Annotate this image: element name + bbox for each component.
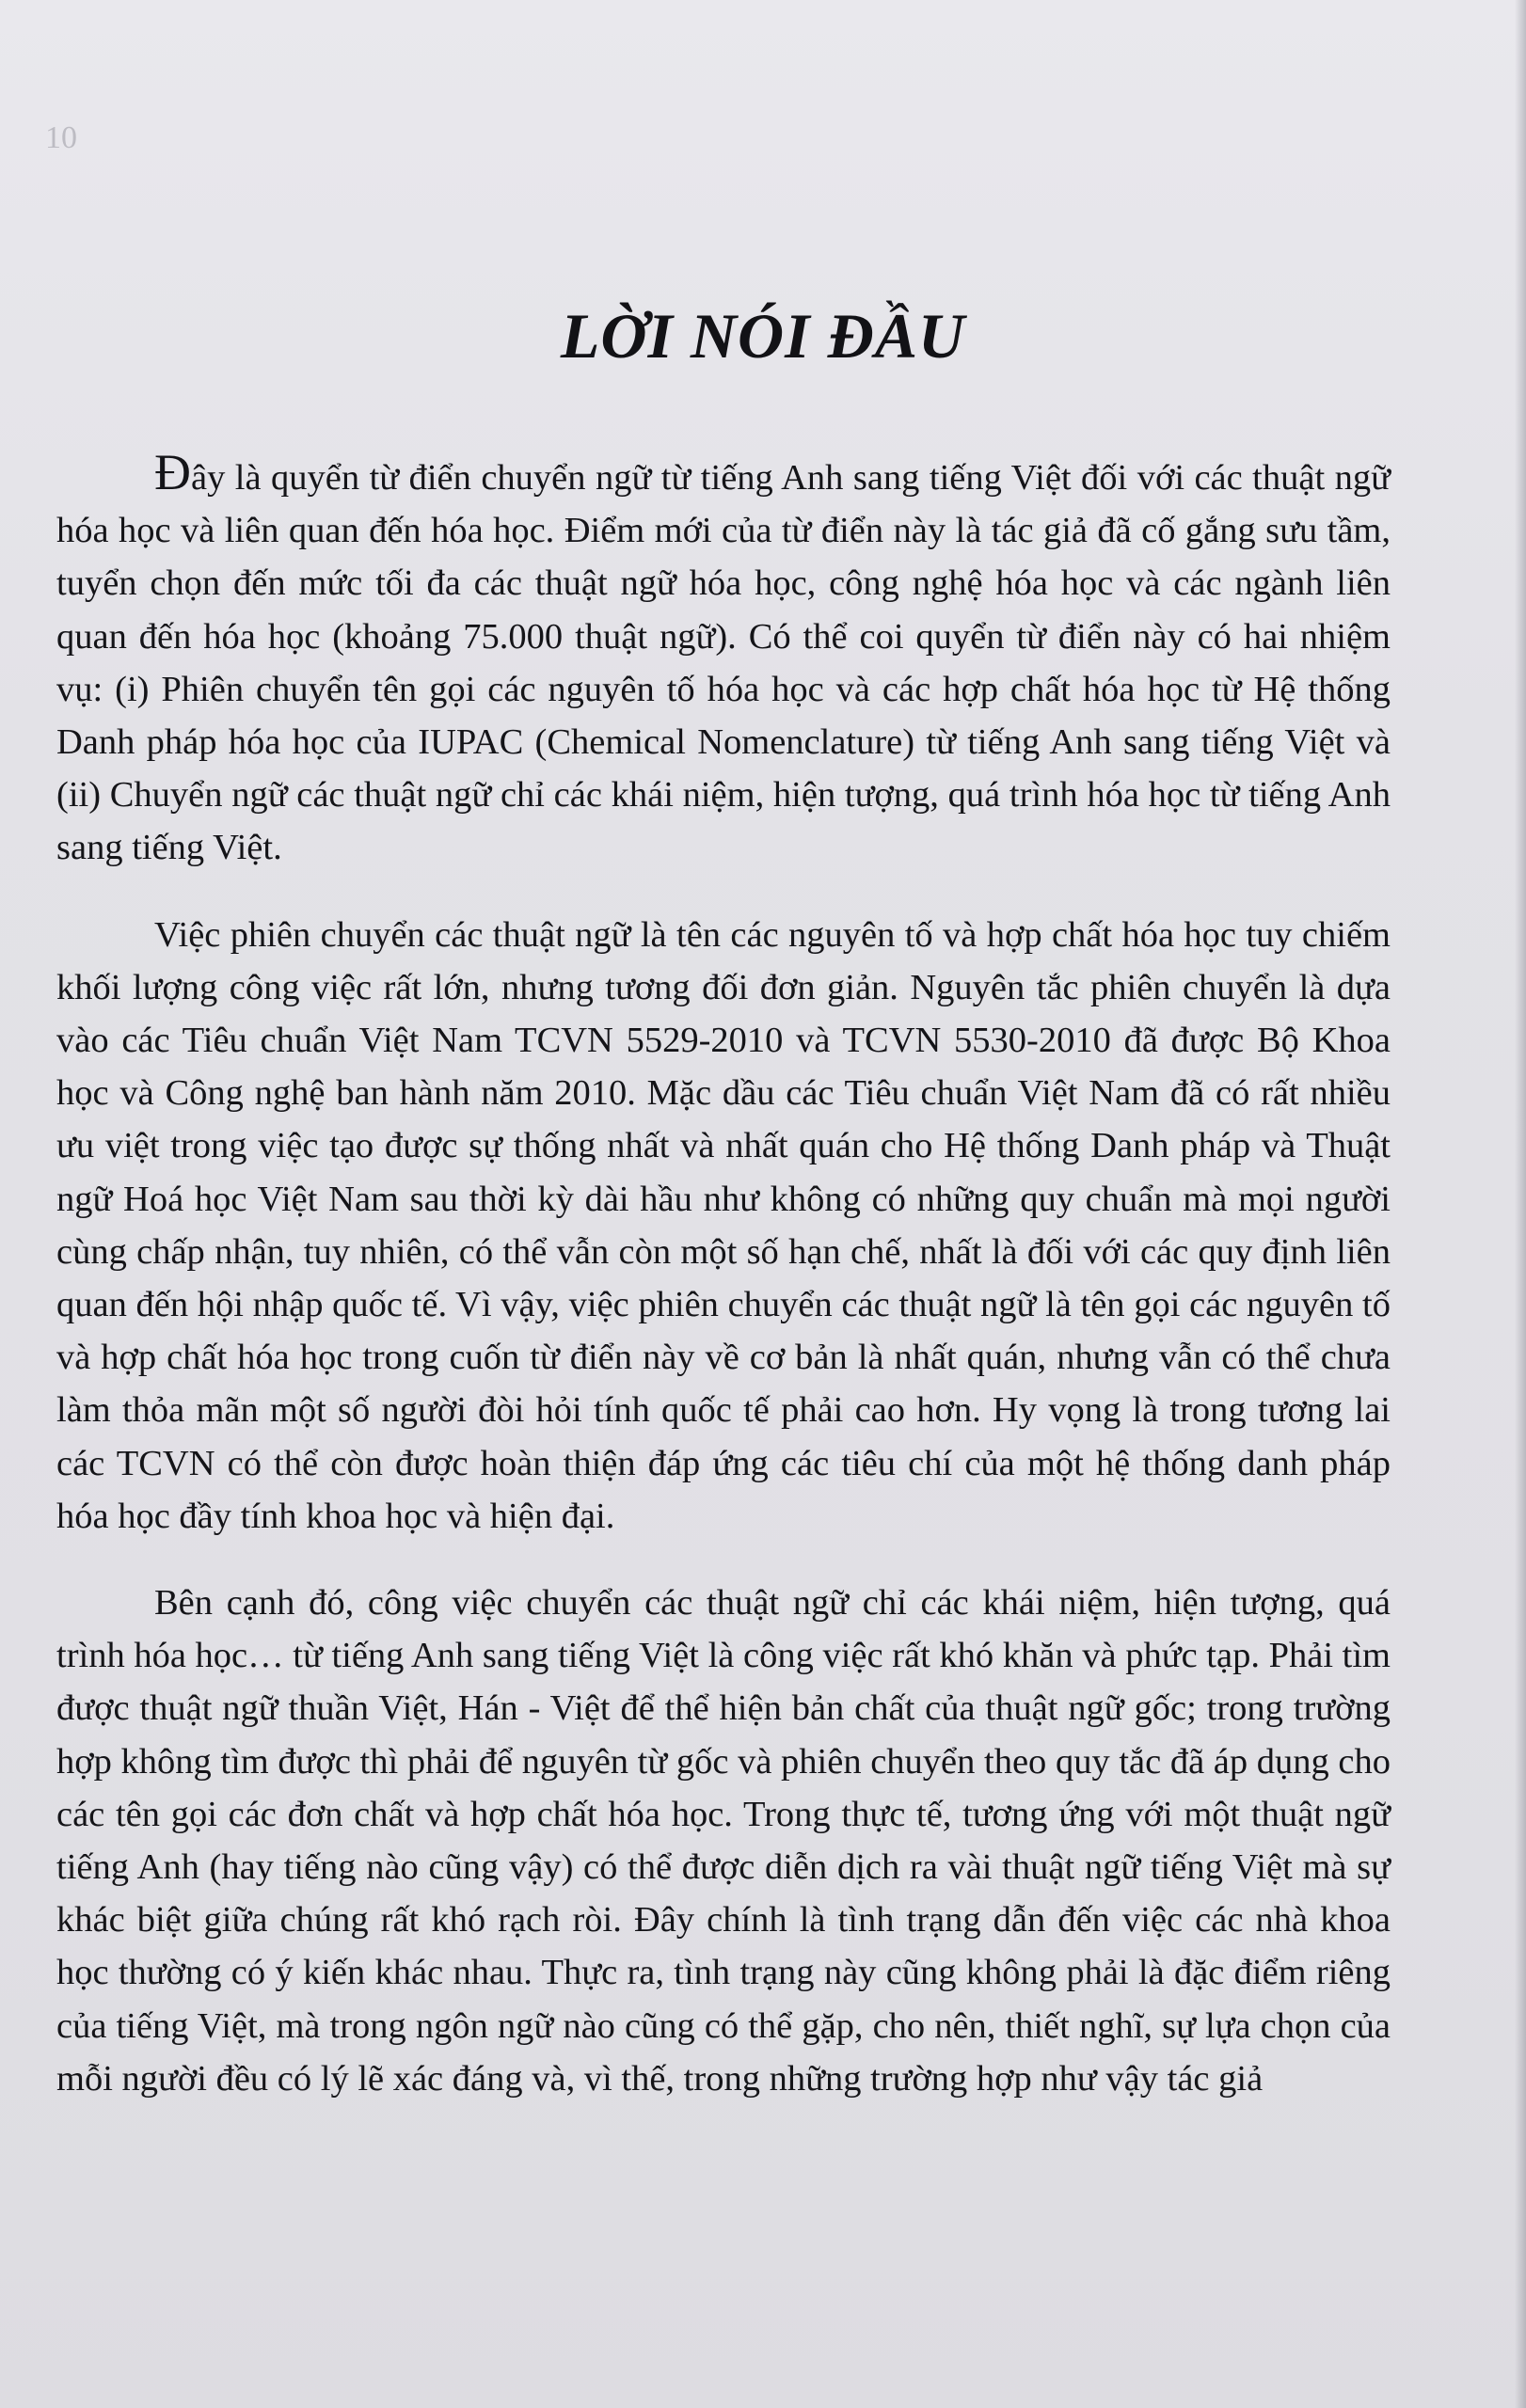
paragraph-1: Đây là quyển từ điển chuyển ngữ từ tiếng Anh sang tiếng Việt đối với các thuật ngữ hóa học và liên quan đến hóa học. Điểm mới của từ điển này là tác giả đã cố gắng sưu tầm, tuyển chọn đến mức tối đa các thuật ngữ hóa học, công nghệ hóa học và các ngành liên quan đến hóa học (khoảng 75.000 thuật ngữ). Có thể coi quyển từ điển này có hai nhiệm vụ: (i) Phiên chuyển tên gọi các nguyên tố hóa học và các hợp chất hóa học từ Hệ thống Danh pháp hóa học của IUPAC (Chemical Nomenclature) từ tiếng Anh sang tiếng Việt và (ii) Chuyển ngữ các thuật ngữ chỉ các khái niệm, hiện tượng, quá trình hóa học từ tiếng Anh sang tiếng Việt. [56, 444, 1391, 868]
paragraph-2: Việc phiên chuyển các thuật ngữ là tên các nguyên tố và hợp chất hóa học tuy chiếm khối lượng công việc rất lớn, nhưng tương đối đơn giản. Nguyên tắc phiên chuyển là dựa vào các Tiêu chuẩn Việt Nam TCVN 5529-2010 và TCVN 5530-2010 đã được Bộ Khoa học và Công nghệ ban hành năm 2010. Mặc dầu các Tiêu chuẩn Việt Nam đã có rất nhiều ưu việt trong việc tạo được sự thống nhất và nhất quán cho Hệ thống Danh pháp và Thuật ngữ Hoá học Việt Nam sau thời kỳ dài hầu như không có những quy chuẩn mà mọi người cùng chấp nhận, tuy nhiên, có thể vẫn còn một số hạn chế, nhất là đối với các quy định liên quan đến hội nhập quốc tế. Vì vậy, việc phiên chuyển các thuật ngữ là tên gọi các nguyên tố và hợp chất hóa học trong cuốn từ điển này về cơ bản là nhất quán, nhưng vẫn có thể chưa làm thỏa mãn một số người đòi hỏi tính quốc tế phải cao hơn. Hy vọng là trong tương lai các TCVN có thể còn được hoàn thiện đáp ứng các tiêu chí của một hệ thống danh pháp hóa học đầy tính khoa học và hiện đại. [56, 914, 1391, 1536]
page-title: LỜI NÓI ĐẦU [560, 300, 966, 372]
body-text [56, 446, 1391, 2139]
paragraph-3: Bên cạnh đó, công việc chuyển các thuật ngữ chỉ các khái niệm, hiện tượng, quá trình hóa học… từ tiếng Anh sang tiếng Việt là công việc rất khó khăn và phức tạp. Phải tìm được thuật ngữ thuần Việt, Hán - Việt để thể hiện bản chất của thuật ngữ gốc; trong trường hợp không tìm được thì phải để nguyên từ gốc và phiên chuyển theo quy tắc đã áp dụng cho các tên gọi các đơn chất và hợp chất hóa học. Trong thực tế, tương ứng với một thuật ngữ tiếng Anh (hay tiếng nào cũng vậy) có thể được diễn dịch ra vài thuật ngữ tiếng Việt mà sự khác biệt giữa chúng rất khó rạch ròi. Đây chính là tình trạng dẫn đến việc các nhà khoa học thường có ý kiến khác nhau. Thực ra, tình trạng này cũng không phải là đặc điểm riêng của tiếng Việt, mà trong ngôn ngữ nào cũng có thể gặp, cho nên, thiết nghĩ, sự lựa chọn của mỗi người đều có lý lẽ xác đáng và, vì thế, trong những trường hợp như vậy tác giả [56, 1583, 1391, 2099]
page-number: 10 [45, 120, 77, 155]
